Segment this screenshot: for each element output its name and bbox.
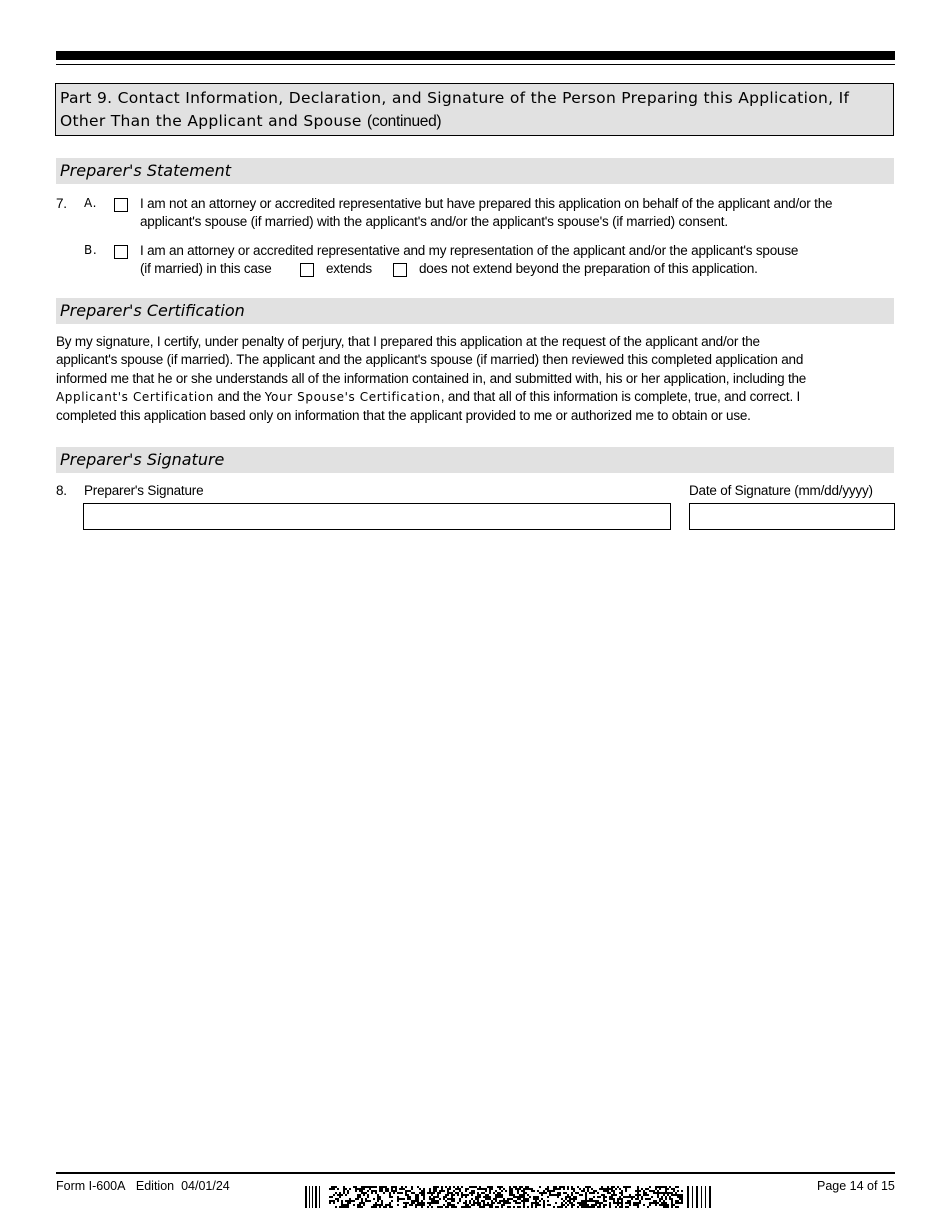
- option-b-line2: (if married) in this case: [140, 261, 272, 276]
- certification-line3: informed me that he or she understands all of the information contained in, and submitted with, his or her application, including the: [56, 371, 807, 386]
- form-id: Form I-600A: [56, 1179, 126, 1193]
- barcode-icon: [305, 1186, 713, 1208]
- option-b-letter: B.: [84, 243, 98, 257]
- certification-line2: applicant's spouse (if married). The applicant and the applicant's spouse (if married) then reviewed this completed application and: [56, 352, 804, 367]
- applicant-certification-ref: Applicant's Certification: [56, 390, 214, 404]
- item-number-7: 7.: [56, 196, 67, 211]
- section-heading-certification: Preparer's Certification: [56, 298, 894, 324]
- page-number: Page 14 of 15: [817, 1179, 895, 1193]
- date-label: Date of Signature (mm/dd/yyyy): [689, 483, 873, 498]
- edition-label: Edition: [135, 1179, 175, 1193]
- certification-line5: completed this application based only on information that the applicant provided to me or authorized me to obtain or use.: [56, 408, 751, 423]
- date-of-signature-field[interactable]: [689, 503, 895, 530]
- option-a-line2: applicant's spouse (if married) with the applicant's and/or the applicant's spouse's (if married) consent.: [140, 214, 728, 229]
- item-number-8: 8.: [56, 483, 67, 498]
- signature-label: Preparer's Signature: [84, 483, 204, 498]
- certification-line4-mid: and the: [213, 389, 265, 404]
- preparer-signature-field[interactable]: [83, 503, 671, 530]
- does-not-extend-label: does not extend beyond the preparation of this application.: [419, 261, 758, 276]
- spouse-certification-ref: Your Spouse's Certification: [264, 390, 441, 404]
- option-b-checkbox[interactable]: [114, 245, 128, 259]
- option-a-line1: I am not an attorney or accredited representative but have prepared this application on behalf of the applicant and/or the: [140, 196, 833, 211]
- option-a-checkbox[interactable]: [114, 198, 128, 212]
- extends-checkbox[interactable]: [300, 263, 314, 277]
- edition-date: 04/01/24: [181, 1179, 230, 1193]
- option-b-line1: I am an attorney or accredited representative and my representation of the applicant and/or the applicant's spouse: [140, 243, 799, 258]
- top-rule-thin: [56, 64, 895, 65]
- part-continued: (continued): [367, 113, 442, 130]
- extends-label: extends: [326, 261, 372, 276]
- footer-rule: [56, 1172, 895, 1174]
- section-heading-signature: Preparer's Signature: [56, 447, 894, 473]
- certification-line4: [56, 388, 800, 406]
- certification-line1: By my signature, I certify, under penalty of perjury, that I prepared this application at the request of the applicant and/or the: [56, 334, 760, 349]
- part-title: Part 9. Contact Information, Declaration, and Signature of the Person Preparing this Application, If Other Than the Applicant and Spouse: [60, 89, 850, 130]
- does-not-extend-checkbox[interactable]: [393, 263, 407, 277]
- part-header: [55, 83, 894, 136]
- certification-line4-end: , and that all of this information is complete, true, and correct. I: [440, 389, 801, 404]
- option-a-letter: A.: [84, 196, 98, 210]
- top-rule-thick: [56, 51, 895, 60]
- footer-form-info: [56, 1179, 230, 1193]
- section-heading-statement: Preparer's Statement: [56, 158, 894, 184]
